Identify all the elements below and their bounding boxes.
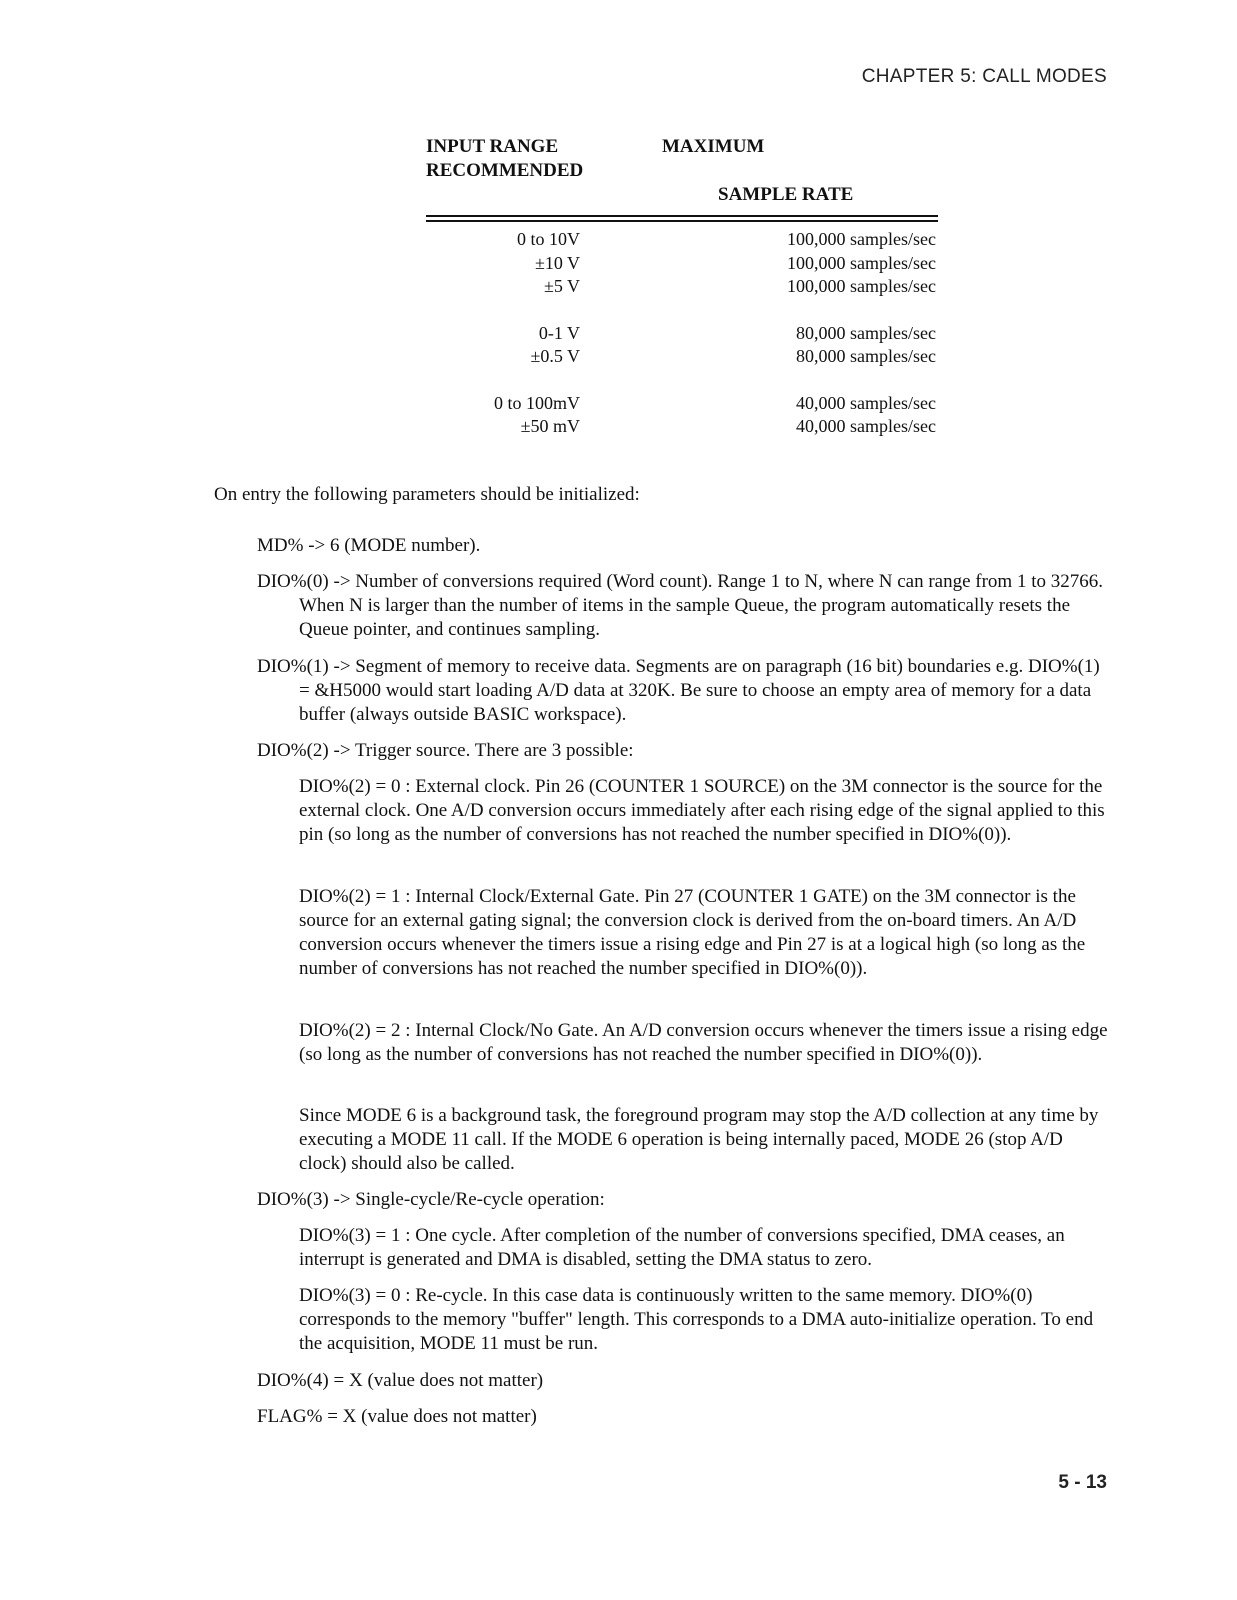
param-dio1: DIO%(1) -> Segment of memory to receive data. Segments are on paragraph (16 bit) boundaries e.g. DIO%(1) = &H5000 would start loading A/D data at 320K. Be sure to choose an empty area of memory for a data buffer (always outside BASIC workspace).: [257, 656, 1100, 725]
input-range-cell: 0 to 100mV: [493, 392, 580, 413]
sample-rate-cell: 100,000 samples/sec: [787, 252, 936, 273]
param-md: MD% -> 6 (MODE number).: [257, 535, 481, 556]
sample-rate-cell: 80,000 samples/sec: [796, 346, 936, 366]
dio2-option-1: DIO%(2) = 1 : Internal Clock/External Gate. Pin 27 (COUNTER 1 GATE) on the 3M connector is the source for an external gating signal; the conversion clock is derived from the on-board timers. An A/D conversion occurs whenever the timers issue a rising edge and Pin 27 is at a logical high (so long as the number of conversions has not reached the number specified in DIO%(0)).: [299, 886, 1086, 979]
table-row: [426, 415, 938, 439]
table-rule: [426, 220, 938, 222]
param-dio0: DIO%(0) -> Number of conversions required (Word count). Range 1 to N, where N can range from 1 to 32766. When N is larger than the number of items in the sample Queue, the program automatically resets the Queue pointer, and continues sampling.: [257, 571, 1103, 640]
table-row: [426, 275, 938, 299]
col-header-input-range: INPUT RANGE RECOMMENDED: [426, 136, 584, 181]
dio3-option-1: DIO%(3) = 1 : One cycle. After completion of the number of conversions specified, DMA ceases, an interrupt is generated and DMA is disabled, setting the DMA status to zero.: [299, 1225, 1065, 1270]
input-range-cell: ±0.5 V: [530, 346, 580, 366]
mode-6-note: Since MODE 6 is a background task, the foreground program may stop the A/D collection at any time by executing a MODE 11 call. If the MODE 6 operation is being internally paced, MODE 26 (stop A/D clock) should also be called.: [299, 1105, 1099, 1174]
dio3-option-0: DIO%(3) = 0 : Re-cycle. In this case data is continuously written to the same memory. DIO%(0) corresponds to the memory "buffer" length. This corresponds to a DMA auto-initialize operation. To end the acquisition, MODE 11 must be run.: [299, 1285, 1094, 1354]
col-header-maximum: MAXIMUM: [662, 136, 765, 157]
sample-rate-cell: 40,000 samples/sec: [796, 416, 936, 436]
input-range-cell: 0-1 V: [538, 322, 580, 343]
table-row: [426, 228, 938, 252]
param-dio4: DIO%(4) = X (value does not matter): [257, 1370, 544, 1391]
param-dio3: DIO%(3) -> Single-cycle/Re-cycle operation:: [257, 1189, 605, 1210]
page-number: 5 - 13: [1058, 1472, 1107, 1493]
table-row: [426, 252, 938, 276]
intro-paragraph: On entry the following parameters should be initialized:: [214, 484, 640, 505]
param-flag: FLAG% = X (value does not matter): [257, 1406, 537, 1427]
dio2-option-2: DIO%(2) = 2 : Internal Clock/No Gate. An A/D conversion occurs whenever the timers issue a rising edge (so long as the number of conversions has not reached the number specified in DIO%(0)).: [299, 1020, 1108, 1065]
table-row: [426, 392, 938, 416]
input-range-cell: ±5 V: [543, 276, 580, 296]
table-rule: [426, 215, 938, 217]
input-range-cell: ±50 mV: [520, 416, 580, 436]
param-dio2: DIO%(2) -> Trigger source. There are 3 possible:: [257, 740, 634, 761]
chapter-header: CHAPTER 5: CALL MODES: [861, 66, 1107, 87]
sample-rate-cell: 100,000 samples/sec: [787, 229, 936, 249]
sample-rate-cell: 100,000 samples/sec: [787, 276, 936, 296]
col-header-sample-rate: SAMPLE RATE: [718, 184, 854, 205]
table-row: [426, 345, 938, 369]
dio2-option-0: DIO%(2) = 0 : External clock. Pin 26 (COUNTER 1 SOURCE) on the 3M connector is the source for the external clock. One A/D conversion occurs immediately after each rising edge of the signal applied to this pin (so long as the number of conversions has not reached the number specified in DIO%(0)).: [299, 776, 1105, 845]
table-row: [426, 322, 938, 346]
sample-rate-cell: 80,000 samples/sec: [796, 322, 936, 343]
input-range-cell: 0 to 10V: [517, 229, 580, 249]
sample-rate-cell: 40,000 samples/sec: [796, 392, 936, 413]
input-range-cell: ±10 V: [534, 252, 580, 273]
